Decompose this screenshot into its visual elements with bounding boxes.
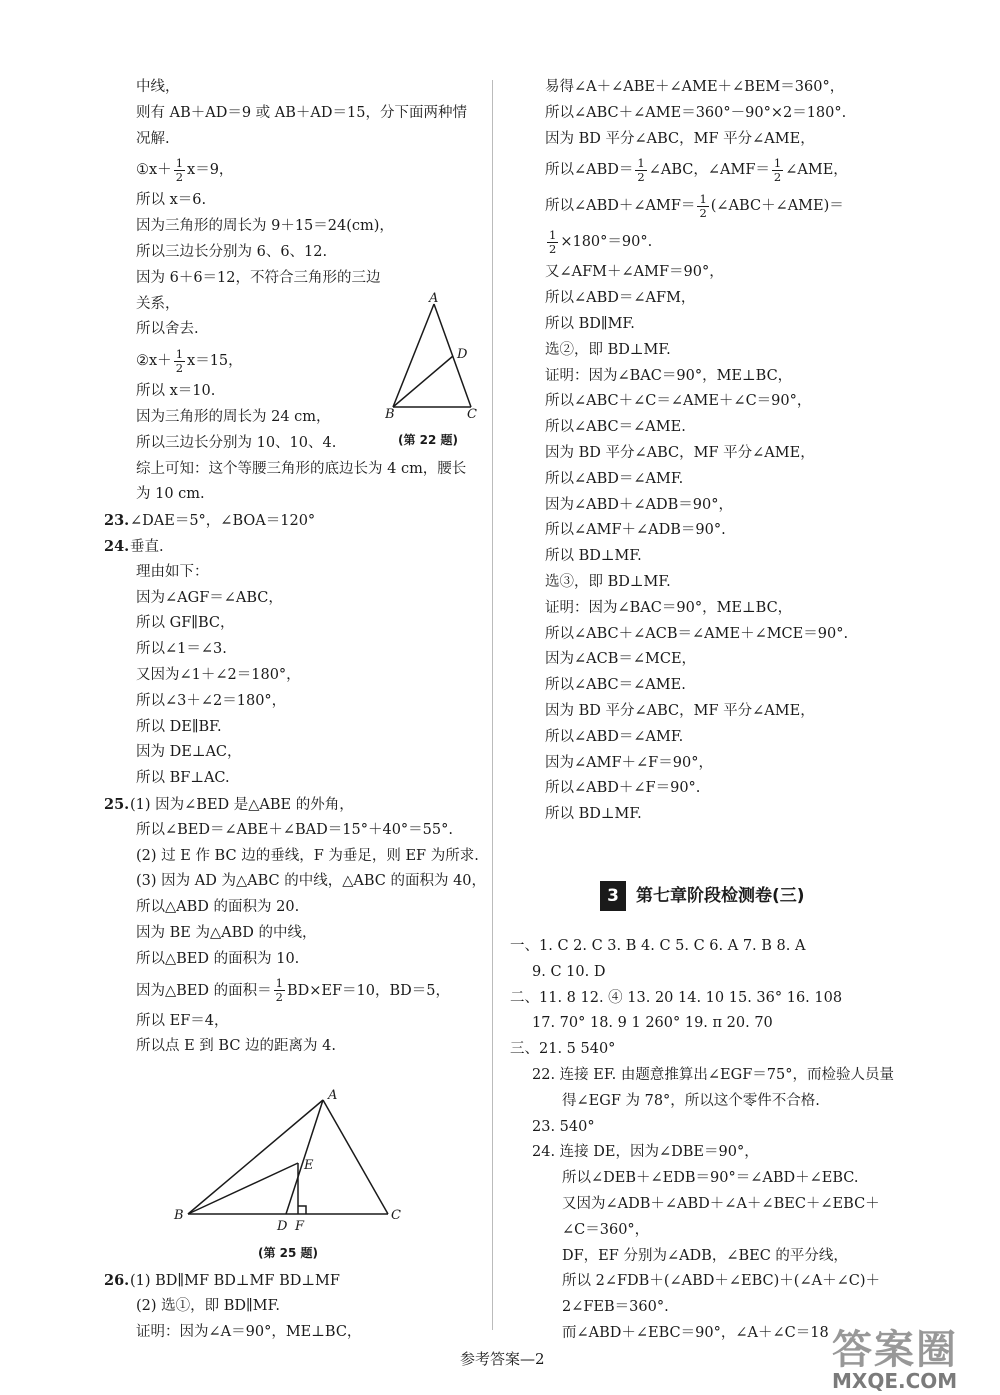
text-line: 而∠ABD＋∠EBC＝90°，∠A＋∠C＝18 [562,1324,829,1341]
fig22-side-ab [393,304,434,407]
text-line: ②x＋ $\frac{1}{2}$ x＝15， [136,346,243,375]
text-line: 所以∠AMF＋∠ADB＝90°. [545,522,726,539]
text-line: 则有 AB＋AD＝9 或 AB＋AD＝15，分下面两种情 [136,104,467,121]
section-heading [600,880,805,912]
figure-25-caption: (第 25 题) [258,1246,319,1260]
text-line: 所以∠ABC＝∠AME. [545,677,686,694]
text-line: 所以∠3＋∠2＝180°， [136,692,287,709]
fraction: $\frac{1}{2}$ [275,976,283,1004]
text-line: 因为∠AGF＝∠ABC， [136,589,283,606]
text-line: 因为 BE 为△ABD 的中线， [136,924,317,941]
fig25-right-angle-mark [298,1206,306,1214]
text-line: 所以 DE∥BF. [136,718,222,735]
text-line: 23.∠DAE＝5°，∠BOA＝120° [110,508,490,534]
fraction: $\frac{1}{2}$ [549,227,557,256]
text-line: 所以 x＝6. [136,192,207,209]
fraction: $\frac{1}{2}$ [637,155,645,184]
text-line: 易得∠A＋∠ABE＋∠AME＋∠BEM＝360°， [545,79,845,95]
text-line: 25.(1) 因为∠BED 是△ABE 的外角， [110,792,490,818]
figure-22-triangle [385,290,485,420]
section-number-badge: 3 [600,881,626,911]
text-line: 因为 BD 平分∠ABC，MF 平分∠AME， [545,130,815,147]
text-line: 又因为∠1＋∠2＝180°， [136,666,301,683]
text-line: 所以∠ABD＝∠AMF. [545,470,684,487]
text-line: 所以∠BED＝∠ABE＋∠BAD＝15°＋40°＝55°. [136,821,453,838]
text-line: 况解. [136,130,170,147]
text-line: 三、21. 5 540° [510,1041,616,1058]
question-number: 25. [104,795,130,813]
fraction: $\frac{1}{2}$ [175,346,184,375]
text-line: 因为 6＋6＝12，不符合三角形的三边 [136,269,381,286]
text-line: (2) 选①，即 BD∥MF. [136,1297,280,1314]
question-number: 24. [104,537,130,555]
text-line: 所以点 E 到 BC 边的距离为 4. [136,1038,336,1055]
answers-block [510,934,910,1347]
text-line: ∠C＝360°， [562,1221,650,1238]
text-line: 24. 连接 DE，因为∠DBE＝90°， [532,1144,759,1161]
text-line: 所以∠ABD＝∠AMF. [545,728,684,745]
text-line: 中线， [136,79,180,95]
text-line: 所以∠ABD＋∠AMF＝ $\frac{1}{2}$ (∠ABC＋∠AME)＝ [545,191,844,220]
text-line: 选③，即 BD⊥MF. [545,573,671,590]
fig22-label-b: B [385,407,395,420]
text-line: 所以△ABD 的面积为 20. [136,899,300,916]
watermark-sub: MXQE.COM [832,1369,958,1393]
text-line: 所以∠ABC＋∠C＝∠AME＋∠C＝90°， [545,393,812,410]
text-line: 综上可知：这个等腰三角形的底边长为 4 cm，腰长 [136,460,467,477]
text-line: 所以∠ABD＝ $\frac{1}{2}$ ∠ABC，∠AMF＝ $\frac{1}{2}$ ∠AME， [545,155,848,184]
text-line: 所以∠DEB＋∠EDB＝90°＝∠ABD＋∠EBC. [562,1170,859,1187]
fig25-label-e: E [304,1158,314,1173]
text-line: 得∠EGF 为 78°，所以这个零件不合格. [562,1092,820,1109]
text-line: 所以∠ABC＝∠AME. [545,419,686,436]
text-line: 所以△BED 的面积为 10. [136,950,300,967]
fraction: $\frac{1}{2}$ [175,155,184,184]
text-line: 2∠FEB＝360°. [562,1299,669,1316]
text-line: 所以 EF＝4， [136,1012,229,1029]
text-line: 所以 2∠FDB＋(∠ABD＋∠EBC)＋(∠A＋∠C)＋ [562,1273,880,1290]
fig25-segment-be [188,1163,298,1214]
text-line: 23. 540° [532,1118,595,1135]
text-line: 因为∠AMF＋∠F＝90°， [545,754,713,771]
fig25-side-ac [323,1100,388,1214]
text-line: (3) 因为 AD 为△ABC 的中线，△ABC 的面积为 40， [136,873,487,890]
text-line: 证明：因为∠A＝90°，ME⊥BC， [136,1323,362,1340]
text-line: 一、1. C 2. C 3. B 4. C 5. C 6. A 7. B 8. A [510,938,806,954]
figure-22-caption: (第 22 题) [398,433,459,447]
text-line: 所以三边长分别为 6、6、12. [136,243,328,260]
fig25-label-c: C [391,1208,401,1223]
question-number: 23. [104,512,130,530]
text-line: 因为 BD 平分∠ABC，MF 平分∠AME， [545,702,815,719]
question-number: 26. [104,1272,130,1289]
text-line: 所以三边长分别为 10、10、4. [136,434,337,451]
text-line: 关系， [136,295,180,312]
page-number: 参考答案—2 [460,1350,545,1368]
text-line: 又因为∠ADB＋∠ABD＋∠A＋∠BEC＋∠EBC＋ [562,1195,880,1212]
fig25-label-f: F [295,1219,305,1234]
fig22-label-c: C [467,407,477,420]
fig25-side-ab [188,1100,323,1214]
text-line: 证明：因为∠BAC＝90°，ME⊥BC， [545,599,793,616]
section-title: 第七章阶段检测卷(三) [636,886,805,906]
text-line: 所以 BF⊥AC. [136,770,230,787]
fraction: $\frac{1}{2}$ [699,191,707,220]
left-column-bottom [104,1268,490,1345]
watermark-main: 答案圈 [832,1327,958,1373]
fig25-label-d: D [277,1219,288,1234]
text-line: 26.(1) BD∥MF BD⊥MF BD⊥MF [110,1268,490,1294]
figure-25-triangle [170,1085,410,1235]
column-divider [492,80,493,1330]
text-line: DF，EF 分别为∠ADB，∠BEC 的平分线， [562,1247,848,1264]
text-line: 又∠AFM＋∠AMF＝90°， [545,264,724,281]
watermark-logo [832,1318,958,1393]
text-line: 所以∠ABC＋∠ACB＝∠AME＋∠MCE＝90°. [545,625,849,642]
left-column [104,75,490,1060]
text-line: 所以 BD⊥MF. [545,806,642,823]
fig22-segment-bd [393,356,453,407]
text-line: 二、11. 8 12. ④ 13. 20 14. 10 15. 36° 16. 108 [510,989,843,1006]
text-line: 所以舍去. [136,321,199,338]
text-line: 选②，即 BD⊥MF. [545,341,671,358]
fig25-label-b: B [174,1208,184,1223]
text-line: 因为△BED 的面积＝ $\frac{1}{2}$ BD×EF＝10，BD＝5， [136,976,451,1004]
text-line: 所以 GF∥BC， [136,615,235,632]
text-line: 所以 BD⊥MF. [545,548,642,565]
fig25-label-a: A [328,1088,338,1103]
text-line: 理由如下： [136,563,209,580]
text-line: 所以∠ABC＋∠AME＝360°－90°×2＝180°. [545,104,847,121]
fig25-segment-ad [286,1100,323,1214]
text-line: 为 10 cm. [136,486,205,503]
text-line: ①x＋ $\frac{1}{2}$ x＝9， [136,155,234,184]
fig22-label-d: D [457,347,468,362]
text-line: 证明：因为∠BAC＝90°，ME⊥BC， [545,367,793,384]
text-line: 因为 BD 平分∠ABC，MF 平分∠AME， [545,444,815,461]
text-line: 因为 DE⊥AC， [136,744,242,761]
text-line: 所以∠ABD＝∠AFM， [545,290,696,307]
fig22-label-a: A [429,291,439,306]
text-line: 因为∠ACB＝∠MCE， [545,651,697,668]
text-line: 17. 70° 18. 9 1 260° 19. π 20. 70 [532,1015,773,1032]
text-line: $\frac{1}{2}$ ×180°＝90°. [549,227,653,256]
right-column [545,75,915,828]
text-line: 所以 BD∥MF. [545,315,635,332]
text-line: 因为∠ABD＋∠ADB＝90°， [545,496,734,513]
text-line: 22. 连接 EF. 由题意推算出∠EGF＝75°，而检验人员量 [532,1066,894,1083]
text-line: 所以 x＝10. [136,383,216,400]
text-line: 因为三角形的周长为 24 cm， [136,408,331,425]
text-line: 24.垂直. [110,534,490,560]
text-line: 9. C 10. D [532,963,606,980]
text-line: 所以∠ABD＋∠F＝90°. [545,780,701,797]
fraction: $\frac{1}{2}$ [773,155,782,184]
text-line: 因为三角形的周长为 9＋15＝24(cm)， [136,218,394,235]
text-line: 所以∠1＝∠3. [136,641,227,658]
text-line: (2) 过 E 作 BC 边的垂线，F 为垂足，则 EF 为所求. [136,847,479,864]
